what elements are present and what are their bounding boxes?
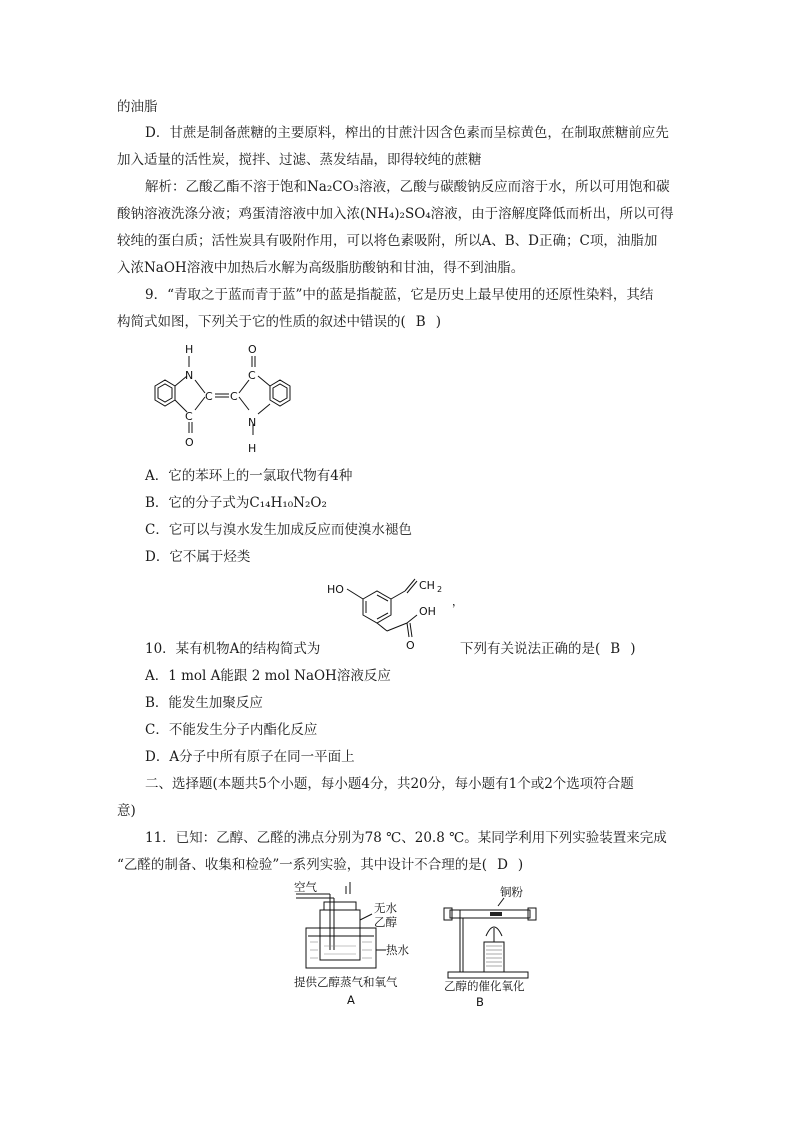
question-10-close-paren: ) xyxy=(630,641,636,657)
question-9-line-2 xyxy=(117,313,441,331)
compound-a-structure-diagram xyxy=(325,575,470,655)
compound-a-comma: ， xyxy=(452,595,463,608)
question-11-close-paren: ) xyxy=(517,857,524,873)
compound-a-oh-label: OH xyxy=(419,605,436,618)
question-11-line-1: 11．已知：乙醇、乙醛的沸点分别为78 ℃、20.8 ℃。某同学利用下列实验装置来完成 xyxy=(145,830,667,846)
apparatus-a-letter: A xyxy=(347,993,355,1007)
question-9-option-c: C．它可以与溴水发生加成反应而使溴水褪色 xyxy=(145,522,412,538)
apparatus-a-anhydrous-label: 无水 xyxy=(374,901,397,915)
option-d-line-2: 加入适量的活性炭，搅拌、过滤、蒸发结晶，即得较纯的蔗糖 xyxy=(117,152,482,168)
question-10-option-a: A．1 mol A能跟 2 mol NaOH溶液反应 xyxy=(145,668,391,684)
section-2-heading-line-2: 意) xyxy=(117,803,136,819)
indigo-c-bottom-left: C xyxy=(185,410,193,423)
question-9-option-d: D．它不属于烃类 xyxy=(145,549,251,565)
question-9-answer: B xyxy=(415,314,426,330)
question-11-stem-end: “乙醛的制备、收集和检验”一系列实验，其中设计不合理的是( xyxy=(117,857,488,873)
apparatus-a-caption: 提供乙醇蒸气和氧气 xyxy=(294,975,398,989)
indigo-o-bottom: O xyxy=(185,436,194,449)
indigo-h-bottom: H xyxy=(248,442,257,455)
compound-a-ch-label: CH xyxy=(419,579,435,592)
analysis-line-3: 较纯的蛋白质；活性炭具有吸附作用，可以将色素吸附，所以A、B、D正确；C项，油脂加 xyxy=(117,233,658,249)
compound-a-o-label: O xyxy=(406,639,415,652)
compound-a-ho-label: HO xyxy=(327,583,344,596)
question-10-stem-end xyxy=(460,640,635,658)
apparatus-b-diagram xyxy=(438,880,538,1010)
apparatus-b-copper-label: 铜粉 xyxy=(500,885,523,899)
question-10-option-d: D．A分子中所有原子在同一平面上 xyxy=(145,749,355,765)
apparatus-a-air-label: 空气 xyxy=(294,880,317,894)
indigo-c-top-right: C xyxy=(248,369,256,382)
indigo-c-left: C xyxy=(205,390,213,403)
analysis-line-4: 入浓NaOH溶液中加热后水解为高级脂肪酸钠和甘油，得不到油脂。 xyxy=(117,260,525,276)
indigo-structure-diagram xyxy=(145,338,305,462)
question-10-stem-start: 10．某有机物A的结构简式为 xyxy=(145,641,321,657)
apparatus-a-ethanol-label: 乙醇 xyxy=(374,915,397,929)
indigo-c-right: C xyxy=(230,390,238,403)
question-11-line-2 xyxy=(117,856,523,874)
question-9-close-paren: ) xyxy=(435,314,441,330)
question-9-option-a: A．它的苯环上的一氯取代物有4种 xyxy=(145,468,353,484)
section-2-heading-line-1: 二、选择题(本题共5个小题，每小题4分，共20分，每小题有1个或2个选项符合题 xyxy=(145,776,634,792)
question-10-stem-text: 下列有关说法正确的是( xyxy=(460,641,601,657)
question-10-option-b: B．能发生加聚反应 xyxy=(145,695,263,711)
question-9-stem-end: 构简式如图，下列关于它的性质的叙述中错误的( xyxy=(117,314,406,330)
apparatus-a-hot-water-label: 热水 xyxy=(386,943,409,957)
indigo-n-top: N xyxy=(185,369,194,382)
question-9-line-1: 9．“青取之于蓝而青于蓝”中的蓝是指靛蓝，它是历史上最早使用的还原性染料，其结 xyxy=(145,287,654,303)
apparatus-b-caption: 乙醇的催化氧化 xyxy=(444,979,525,993)
question-9-option-b: B．它的分子式为C₁₄H₁₀N₂O₂ xyxy=(145,495,327,511)
question-11-answer: D xyxy=(497,857,508,873)
indigo-o-top: O xyxy=(248,343,257,356)
copper-powder xyxy=(490,912,502,916)
analysis-line-1: 解析：乙酸乙酯不溶于饱和Na₂CO₃溶液，乙酸与碳酸钠反应而溶于水，所以可用饱和碳 xyxy=(145,179,670,195)
option-d-line-1: D．甘蔗是制备蔗糖的主要原料，榨出的甘蔗汁因含色素而呈棕黄色，在制取蔗糖前应先 xyxy=(145,125,669,141)
apparatus-b-letter: B xyxy=(476,995,484,1009)
compound-a-sub-2: 2 xyxy=(437,585,443,594)
indigo-n-bottom: N xyxy=(248,416,257,429)
text-line-1: 的油脂 xyxy=(117,99,158,115)
indigo-h-top: H xyxy=(185,343,194,356)
question-10-answer: B xyxy=(610,641,621,657)
question-10-option-c: C．不能发生分子内酯化反应 xyxy=(145,722,318,738)
apparatus-a-diagram xyxy=(290,880,420,1010)
analysis-line-2: 酸钠溶液洗涤分液；鸡蛋清溶液中加入浓(NH₄)₂SO₄溶液，由于溶解度降低而析出，所以可得 xyxy=(117,206,674,222)
